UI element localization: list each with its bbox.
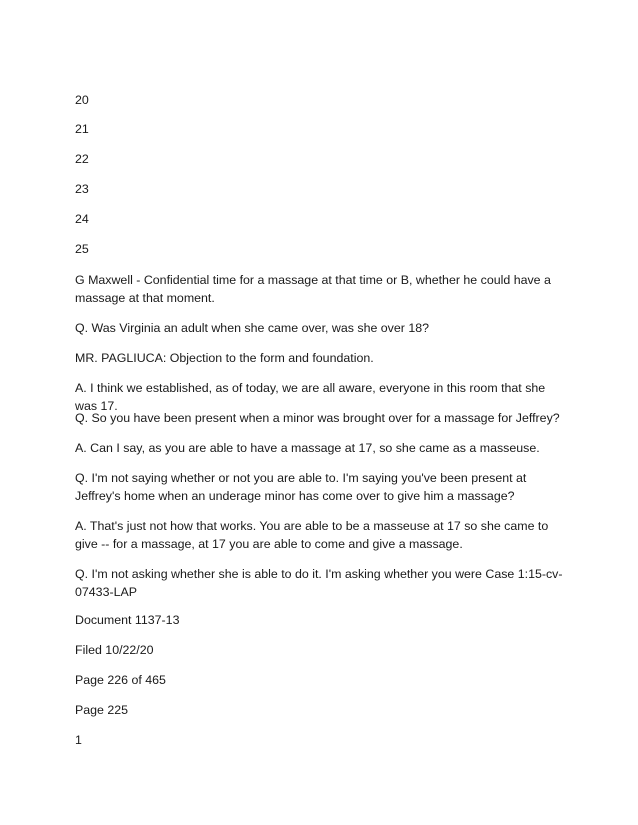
page-of-total: Page 226 of 465 bbox=[75, 673, 166, 687]
line-number-23: 23 bbox=[75, 182, 89, 196]
transcript-paragraph: A. Can I say, as you are able to have a massage at 17, so she came as a masseuse. bbox=[75, 441, 540, 455]
line-number-22: 22 bbox=[75, 152, 89, 166]
transcript-paragraph: Q. So you have been present when a minor was brought over for a massage for Jeffrey? bbox=[75, 411, 560, 425]
filed-date: Filed 10/22/20 bbox=[75, 643, 154, 657]
transcript-paragraph: A. I think we established, as of today, we are all aware, everyone in this room that she was 17. bbox=[75, 381, 546, 413]
page-number: Page 225 bbox=[75, 703, 129, 717]
transcript-paragraph: Q. I'm not asking whether she is able to do it. I'm asking whether you were Case 1:15-cv-07433-LAP bbox=[75, 567, 563, 599]
transcript-paragraph: G Maxwell - Confidential time for a massage at that time or B, whether he could have a massage at that moment. bbox=[75, 273, 551, 305]
line-number-20: 20 bbox=[75, 93, 89, 107]
document-number: Document 1137-13 bbox=[75, 613, 180, 627]
transcript-paragraph: A. That's just not how that works. You are able to be a masseuse at 17 so she came to give -- for a massage, at 17 you are able to come and give a massage. bbox=[75, 519, 549, 551]
line-number-1: 1 bbox=[75, 733, 82, 747]
transcript-paragraph: Q. Was Virginia an adult when she came over, was she over 18? bbox=[75, 321, 430, 335]
transcript-paragraph: Q. I'm not saying whether or not you are able to. I'm saying you've been present at Jeffrey's home when an underage minor has come over to give him a massage? bbox=[75, 471, 527, 503]
line-number-21: 21 bbox=[75, 122, 89, 136]
transcript-paragraph: MR. PAGLIUCA: Objection to the form and foundation. bbox=[75, 351, 374, 365]
line-number-24: 24 bbox=[75, 212, 89, 226]
line-number-25: 25 bbox=[75, 242, 89, 256]
